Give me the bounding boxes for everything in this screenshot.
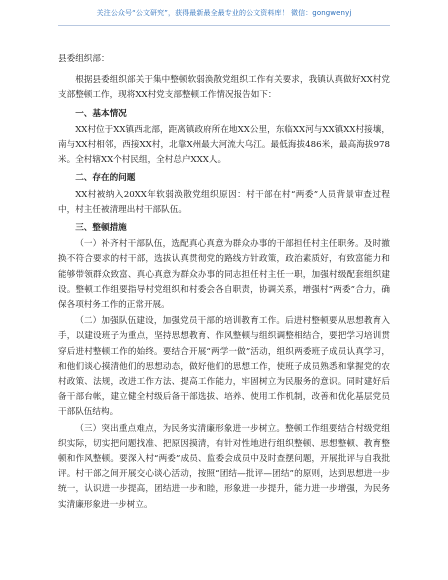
top-banner [0,0,448,28]
measure-paragraph-2: （二）加强队伍建设，加强党员干部的培训教育工作。后进村整顿要从思想教育入手，以建设班子为重点，坚持思想教育、作风整顿与组织调整相结合，要把学习培训贯穿后进村整顿工作的始终。要结合开展“两学一做”活动，组织两委班子成员认真学习，和他们谈心摸清他们的思想动态，做好他们的思想工作，使班子成员熟悉和掌握党的农村政策、法规，改进工作方法、提高工作能力，牢固树立为民服务的意识。同时建好后备干部台帐，建立健全村级后备干部选拔、培养、使用工作机制，改善和优化基层党员干部队伍结构。 [58,316,390,418]
section-problems-title: 二、存在的问题 [75,173,136,184]
section-basic-info-body: XX村位于XX镇西北部，距离镇政府所在地XX公里，东临XX河与XX镇XX村接壤，南与XX村相邻，西接XX村，北靠X州最大河流大乌江。最低海拔486米，最高海拔978米。全村辖XX个村民组，全村总户XXX人。 [58,124,390,166]
measure-paragraph-1: （一）补齐村干部队伍，选配真心真意为群众办事的干部担任村主任职务。及时撤换不符合要求的村干部，选拔认真贯彻党的路线方针政策，政治素质好，有致富能力和能够带领群众致富、真心真意为群众办事的同志担任村主任一职，加强村级配套组织建设。整顿工作组要指导村党组织和村委会各自职责，协调关系，增强村“两委”合力，确保各项村务工作的正常开展。 [58,239,390,311]
addressee: 县委组织部： [58,54,110,64]
measure-paragraph-3: （三）突出重点难点，为民务实清廉形象进一步树立。整顿工作组要结合村级党组织实际，切实把问题找准、把原因摸清，有针对性地进行组织整顿、思想整顿、教育整顿和作风整顿。要深入村“两委”成员、监委会成员中及时查摆问题，开展批评与自我批评。村干部之间开展交心谈心活动，按照“团结—批评—团结”的原则，达到思想进一步统一，认识进一步提高，团结进一步和睦，形象进一步提升，能力进一步增强，为民务实清廉形象进一步树立。 [58,423,390,510]
banner-divider [58,25,390,26]
document-body [58,52,390,514]
intro-paragraph: 根据县委组织部关于集中整顿软弱涣散党组织工作有关要求，我镇认真做好XX村党支部整顿工作，现将XX村党支部整顿工作情况报告如下： [58,75,390,101]
section-problems-body: XX村被纳入20XX年软弱涣散党组织原因：村干部在村“两委”人员背景审查过程中，村主任被清理出村干部队伍。 [58,189,390,215]
section-measures-title: 三、整顿措施 [75,223,127,234]
banner-text: 关注公众号“公文研究”，获得最新最全最专业的公文资料库！ 微信：gongwenyj [96,9,352,17]
section-basic-info-title: 一、基本情况 [75,108,127,119]
